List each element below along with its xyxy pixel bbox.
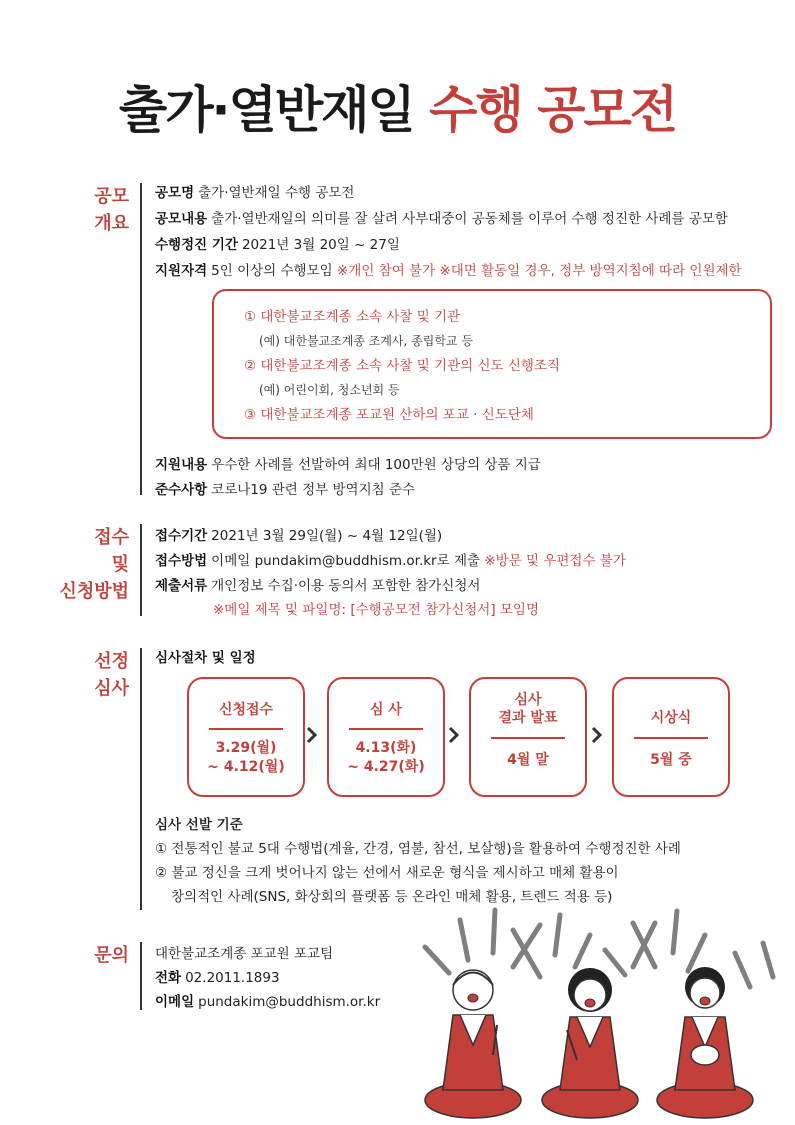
divider-application (140, 524, 142, 616)
criteria-2b: 창의적인 사례(SNS, 화상회의 플랫폼 등 온라인 매체 활용, 트렌드 적용 등) (171, 889, 613, 905)
title-part1: 출가·열반재일 (118, 81, 414, 139)
criteria-2a: ② 불교 정신을 크게 벗어나지 않는 선에서 새로운 형식을 제시하고 매체 활용이 (155, 865, 619, 881)
row-application-method: 접수방법 이메일 pundakim@buddhism.or.kr로 제출 ※방문 및 우편접수 불가 (155, 553, 626, 569)
row-documents: 제출서류 개인정보 수집·이용 동의서 포함한 참가신청서 (155, 578, 481, 594)
row-support: 지원내용 우수한 사례를 선발하여 최대 100만원 상당의 상품 지급 (155, 457, 541, 473)
section-label-application: 접수 및 신청방법 (59, 527, 129, 602)
section-label-selection: 선정 심사 (94, 651, 129, 699)
eligibility-box (212, 289, 772, 439)
row-contest-name: 공모명 출가·열반재일 수행 공모전 (155, 185, 355, 201)
process-title: 심사절차 및 일정 (155, 650, 256, 666)
eligibility-example-2: (예) 어린이회, 청소년회 등 (259, 383, 400, 397)
section-label-overview: 공모 개요 (94, 186, 129, 234)
title-part2: 수행 공모전 (429, 81, 677, 139)
step-application: 신청접수 3.29(월) ~ 4.12(월) (187, 677, 305, 797)
row-practice-period: 수행정진 기간 2021년 3월 20일 ~ 27일 (155, 237, 400, 253)
eligibility-item-1: ① 대한불교조계종 소속 사찰 및 기관 (244, 309, 461, 325)
row-rules: 준수사항 코로나19 관련 정부 방역지침 준수 (155, 482, 416, 498)
criteria-1: ① 전통적인 불교 5대 수행법(계율, 간경, 염불, 참선, 보살행)을 활용하여 수행정진한 사례 (155, 841, 681, 857)
step-award: 시상식 5월 중 (612, 677, 730, 797)
divider-contact (140, 942, 142, 1010)
divider-selection (140, 648, 142, 910)
page-title (0, 70, 795, 142)
criteria-title: 심사 선발 기준 (155, 817, 243, 833)
contact-email: 이메일 pundakim@buddhism.or.kr (155, 994, 381, 1010)
chevron-right-icon (305, 723, 319, 747)
row-contest-content: 공모내용 출가·열반재일의 의미를 잘 살려 사부대중이 공동체를 이루어 수행 정진한 사례를 공모함 (155, 211, 728, 227)
row-qualification: 지원자격 5인 이상의 수행모임 ※개인 참여 불가 ※대면 활동일 경우, 정부 방역지침에 따라 인원제한 (155, 263, 742, 279)
row-documents-note: ※메일 제목 및 파일명: [수행공모전 참가신청서] 모임명 (213, 602, 540, 618)
step-results: 심사 결과 발표 4월 말 (469, 677, 587, 797)
divider-overview (140, 183, 142, 495)
eligibility-item-2: ② 대한불교조계종 소속 사찰 및 기관의 신도 신행조직 (244, 358, 561, 374)
section-label-contact: 문의 (94, 945, 129, 966)
chevron-right-icon (447, 723, 461, 747)
contact-phone: 전화 02.2011.1893 (155, 970, 280, 986)
contact-org: 대한불교조계종 포교원 포교팀 (155, 946, 334, 962)
eligibility-example-1: (예) 대한불교조계종 조계사, 종립학교 등 (259, 334, 473, 348)
row-application-period: 접수기간 2021년 3월 29일(월) ~ 4월 12일(월) (155, 528, 443, 544)
chevron-right-icon (590, 723, 604, 747)
step-review: 심 사 4.13(화) ~ 4.27(화) (327, 677, 445, 797)
monk-illustration (405, 905, 795, 1125)
eligibility-item-3: ③ 대한불교조계종 포교원 산하의 포교 · 신도단체 (244, 407, 534, 423)
